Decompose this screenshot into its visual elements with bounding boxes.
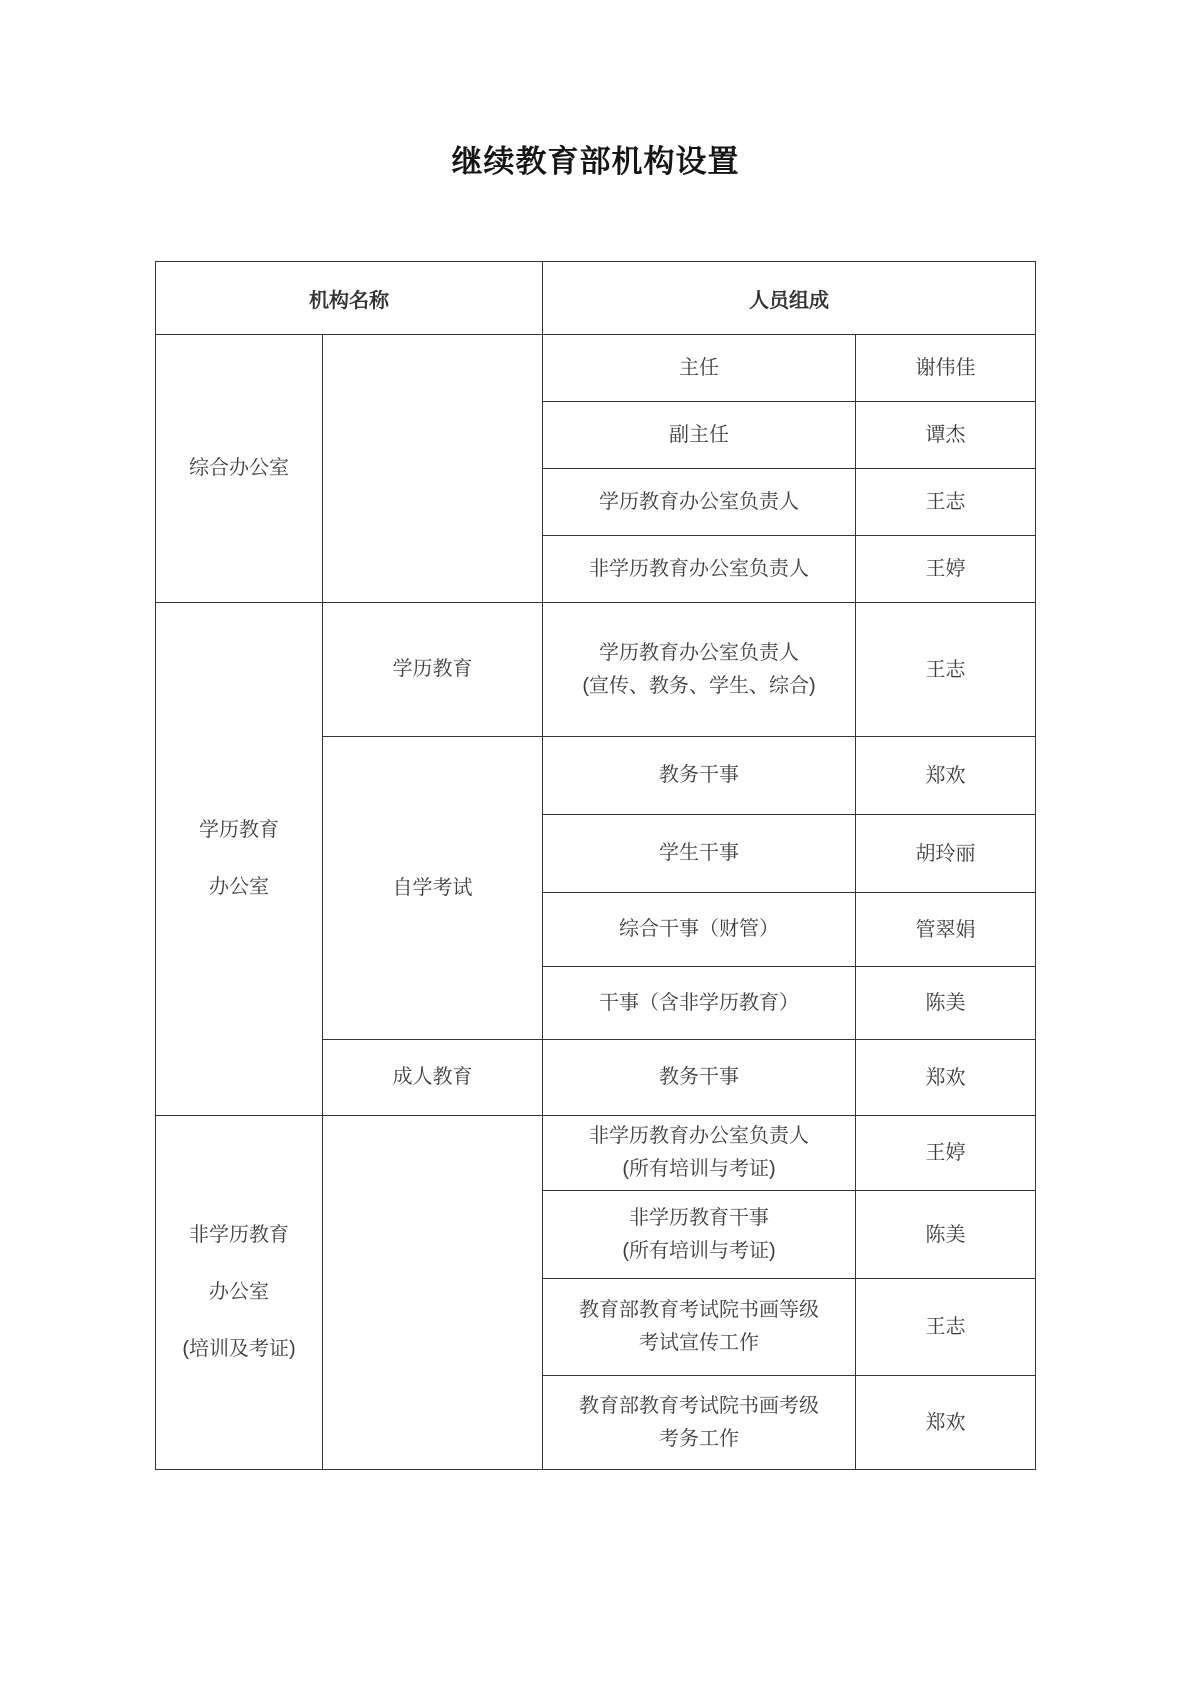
role-line: 考试宣传工作 [639,1332,759,1354]
org-name-line: 办公室 [209,876,269,898]
role-cell [543,1279,856,1376]
role-cell [543,469,856,536]
org-name-cell [156,1116,323,1470]
person-name-cell: 郑欢 [856,1040,1036,1116]
person-name-cell: 陈美 [856,1191,1036,1279]
role-line: 学历教育办公室负责人 [599,490,799,513]
role-cell [543,737,856,815]
role-line: 非学历教育办公室负责人 [589,1125,809,1147]
org-name-line: 综合办公室 [189,457,289,479]
header-org-name: 机构名称 [156,262,543,335]
person-name-cell: 王志 [856,603,1036,737]
role-cell [543,1376,856,1470]
person-name-cell: 陈美 [856,967,1036,1040]
role-line: 干事（含非学历教育） [599,991,799,1014]
role-line: 综合干事（财管） [619,918,779,940]
role-line: 学历教育办公室负责人 [599,641,799,664]
role-cell [543,335,856,402]
table-row [156,1116,1036,1191]
org-subgroup-cell [323,1040,543,1116]
org-name-line: 学历教育 [199,819,279,841]
person-name-cell: 王志 [856,469,1036,536]
org-name-cell [156,335,323,603]
role-line: 主任 [679,356,719,379]
role-cell [543,536,856,603]
subgroup-label: 成人教育 [392,1066,473,1088]
role-line: 教务干事 [659,1066,739,1088]
role-line: 考务工作 [659,1427,739,1450]
person-name-cell: 王婷 [856,1116,1036,1191]
role-line: 学生干事 [659,842,739,864]
role-line: 副主任 [669,423,729,446]
header-staff: 人员组成 [543,262,1036,335]
role-note-line: (所有培训与考证) [622,1158,776,1180]
person-name-cell: 胡玲丽 [856,815,1036,893]
org-subgroup-cell-empty [323,1116,543,1470]
org-name-line: 非学历教育 [189,1224,289,1246]
subgroup-label: 自学考试 [392,876,473,899]
subgroup-label: 学历教育 [392,658,473,680]
role-cell [543,1191,856,1279]
org-name-line: (培训及考证) [182,1338,296,1360]
person-name-cell: 郑欢 [856,737,1036,815]
role-cell [543,402,856,469]
table-row [156,603,1036,737]
person-name-cell: 谢伟佳 [856,335,1036,402]
org-subgroup-cell-empty [323,335,543,603]
role-cell [543,1040,856,1116]
role-note-line: (所有培训与考证) [622,1239,776,1262]
person-name-cell: 管翠娟 [856,893,1036,967]
role-line: 非学历教育干事 [629,1206,769,1229]
role-cell [543,893,856,967]
person-name-cell: 王志 [856,1279,1036,1376]
page-title: 继续教育部机构设置 [451,144,740,179]
role-cell [543,1116,856,1191]
table-row [156,335,1036,402]
table-header-row [156,262,1036,335]
person-name-cell: 郑欢 [856,1376,1036,1470]
role-cell [543,815,856,893]
org-subgroup-cell [323,603,543,737]
role-note-line: (宣传、教务、学生、综合) [582,674,816,697]
org-name-line: 办公室 [209,1281,269,1303]
role-cell [543,967,856,1040]
role-line: 教育部教育考试院书画考级 [579,1394,819,1417]
role-line: 非学历教育办公室负责人 [589,557,809,580]
org-subgroup-cell [323,737,543,1040]
org-structure-table [155,261,1036,1470]
person-name-cell: 谭杰 [856,402,1036,469]
person-name-cell: 王婷 [856,536,1036,603]
role-line: 教育部教育考试院书画等级 [579,1299,819,1321]
role-line: 教务干事 [659,764,739,786]
org-name-cell [156,603,323,1116]
role-cell [543,603,856,737]
